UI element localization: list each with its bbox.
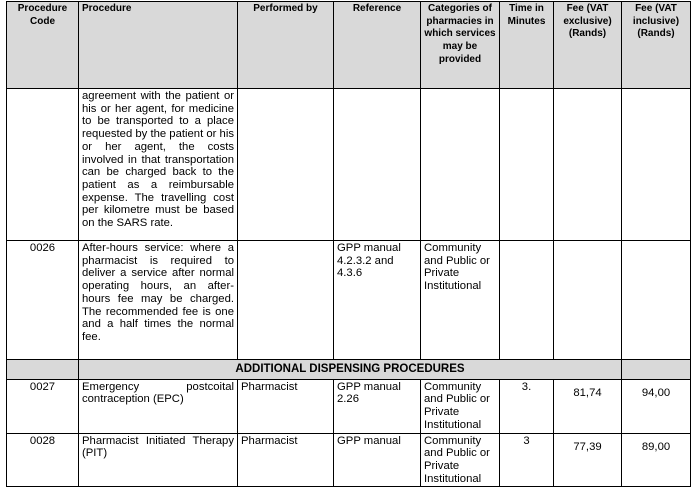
cell-time bbox=[500, 241, 554, 360]
table-row bbox=[7, 433, 691, 487]
section-blank-cell bbox=[7, 360, 79, 380]
header-time: Time in Minutes bbox=[500, 2, 554, 89]
cell-categories bbox=[421, 89, 500, 241]
header-procedure-code: Procedure Code bbox=[7, 2, 79, 89]
cell-fee-incl bbox=[622, 433, 691, 487]
header-fee-excl: Fee (VAT exclusive) (Rands) bbox=[554, 2, 622, 89]
table-row bbox=[7, 379, 691, 433]
cell-code: 0027 bbox=[7, 379, 79, 433]
table-row bbox=[7, 89, 691, 241]
cell-code: 0028 bbox=[7, 433, 79, 487]
table-row bbox=[7, 241, 691, 360]
header-row bbox=[7, 2, 691, 89]
procedure-fee-table bbox=[6, 1, 691, 487]
cell-procedure: Pharmacist Initiated Therapy (PIT) bbox=[79, 433, 238, 487]
header-categories: Categories of pharmacies in which services may be provided bbox=[421, 2, 500, 89]
cell-fee-excl bbox=[554, 433, 622, 487]
cell-fee-incl bbox=[622, 379, 691, 433]
cell-performed-by bbox=[238, 241, 334, 360]
cell-categories: Community and Public or Private Institutional bbox=[421, 433, 500, 487]
cell-reference: GPP manual 4.2.3.2 and 4.3.6 bbox=[334, 241, 421, 360]
cell-procedure: Emergency postcoital contraception (EPC) bbox=[79, 379, 238, 433]
header-reference: Reference bbox=[334, 2, 421, 89]
cell-code: 0026 bbox=[7, 241, 79, 360]
cell-categories: Community and Public or Private Institutional bbox=[421, 379, 500, 433]
cell-performed-by: Pharmacist bbox=[238, 433, 334, 487]
cell-time bbox=[500, 89, 554, 241]
section-header-row bbox=[7, 360, 691, 380]
header-fee-incl: Fee (VAT inclusive) (Rands) bbox=[622, 2, 691, 89]
cell-reference: GPP manual bbox=[334, 433, 421, 487]
fee-excl-value: 81,74 bbox=[573, 386, 602, 399]
fee-incl-value: 89,00 bbox=[641, 440, 671, 453]
cell-time: 3 bbox=[500, 433, 554, 487]
cell-fee-excl bbox=[554, 241, 622, 360]
header-performed-by: Performed by bbox=[238, 2, 334, 89]
cell-fee-incl bbox=[622, 89, 691, 241]
cell-code bbox=[7, 89, 79, 241]
fee-excl-value: 77,39 bbox=[573, 440, 602, 453]
cell-reference bbox=[334, 89, 421, 241]
cell-performed-by: Pharmacist bbox=[238, 379, 334, 433]
cell-fee-excl bbox=[554, 89, 622, 241]
cell-procedure: After-hours service: where a pharmacist is required to deliver a service after normal operating hours, an after-hours fee may be charged. The recommended fee is one and a half times the normal fee. bbox=[79, 241, 238, 360]
cell-time: 3. bbox=[500, 379, 554, 433]
fee-incl-value: 94,00 bbox=[641, 386, 671, 399]
cell-procedure: agreement with the patient or his or her agent, for medicine to be transported to a place requested by the patient or his or her agent, the costs involved in that transportation can be charged back to the patient as a reimbursable expense. The travelling cost per kilometre must be based on the SARS rate. bbox=[79, 89, 238, 241]
section-blank-cell bbox=[622, 360, 691, 380]
cell-fee-excl bbox=[554, 379, 622, 433]
cell-categories: Community and Public or Private Institutional bbox=[421, 241, 500, 360]
section-title: ADDITIONAL DISPENSING PROCEDURES bbox=[79, 360, 622, 380]
cell-reference: GPP manual 2.26 bbox=[334, 379, 421, 433]
header-procedure: Procedure bbox=[79, 2, 238, 89]
cell-performed-by bbox=[238, 89, 334, 241]
cell-fee-incl bbox=[622, 241, 691, 360]
